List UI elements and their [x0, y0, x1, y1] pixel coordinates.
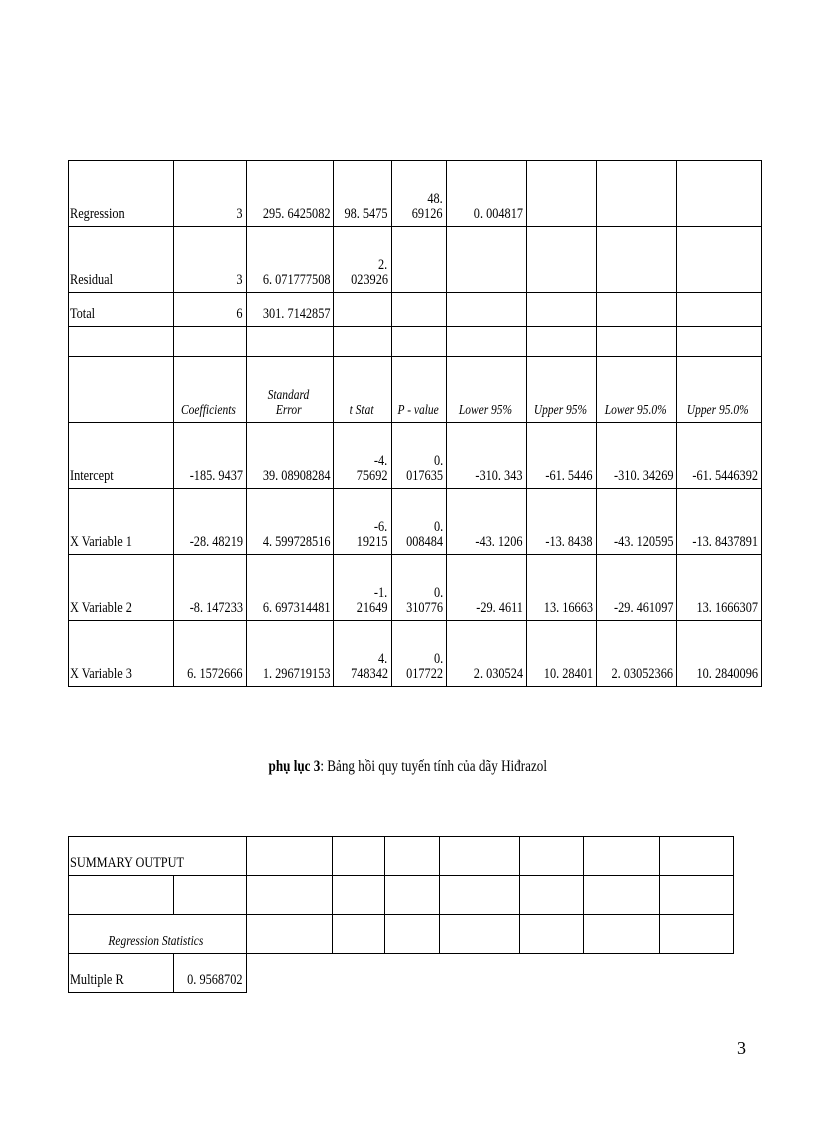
row-label: X Variable 2: [69, 555, 174, 621]
header-upper950: Upper 95.0%: [677, 357, 762, 423]
regression-table: [68, 160, 762, 687]
coef-row-x3: X Variable 3 6. 1572666 1. 296719153 4. 748342 0. 017722 2. 030524 10. 28401 2. 03052366 10. 2840096: [69, 621, 762, 687]
coef-header-row: [69, 357, 762, 423]
reg-stats-row: [69, 915, 734, 954]
row-label: Regression: [69, 161, 174, 227]
row-label: Total: [69, 293, 174, 327]
header-pvalue: P - value: [391, 357, 446, 423]
summary-title-row: [69, 837, 734, 876]
header-lower950: Lower 95.0%: [596, 357, 676, 423]
multiple-r-value: 0. 9568702: [174, 954, 247, 993]
regression-statistics-header: Regression Statistics: [69, 915, 247, 954]
empty-row: [69, 327, 762, 357]
multiple-r-row: [69, 954, 734, 993]
caption-bold: phụ lục 3: [268, 758, 321, 775]
header-std-error: Standard Error: [246, 357, 334, 423]
header-lower95: Lower 95%: [446, 357, 526, 423]
header-upper95: Upper 95%: [526, 357, 596, 423]
table-caption: [0, 758, 816, 776]
row-label: X Variable 3: [69, 621, 174, 687]
row-label: X Variable 1: [69, 489, 174, 555]
caption-text: : Bảng hồi quy tuyến tính của dãy Hiđrazol: [320, 758, 548, 775]
coef-row-x2: X Variable 2 -8. 147233 6. 697314481 -1. 21649 0. 310776 -29. 4611 13. 16663 -29. 461097 13. 1666307: [69, 555, 762, 621]
anova-row-total: Total 6 301. 7142857: [69, 293, 762, 327]
anova-row-regression: Regression 3 295. 6425082 98. 5475 48. 69126 0. 004817: [69, 161, 762, 227]
coef-row-x1: X Variable 1 -28. 48219 4. 599728516 -6. 19215 0. 008484 -43. 1206 -13. 8438 -43. 120595 -13. 8437891: [69, 489, 762, 555]
row-label: Intercept: [69, 423, 174, 489]
header-coefficients: Coefficients: [174, 357, 247, 423]
anova-row-residual: Residual 3 6. 071777508 2. 023926: [69, 227, 762, 293]
summary-table: [68, 836, 734, 993]
page-number: 3: [737, 1038, 746, 1058]
row-label: Residual: [69, 227, 174, 293]
empty-row: [69, 876, 734, 915]
header-tstat: t Stat: [334, 357, 392, 423]
summary-title: SUMMARY OUTPUT: [69, 837, 247, 876]
multiple-r-label: Multiple R: [69, 954, 174, 993]
coef-row-intercept: Intercept -185. 9437 39. 08908284 -4. 75692 0. 017635 -310. 343 -61. 5446 -310. 34269 -61. 5446392: [69, 423, 762, 489]
